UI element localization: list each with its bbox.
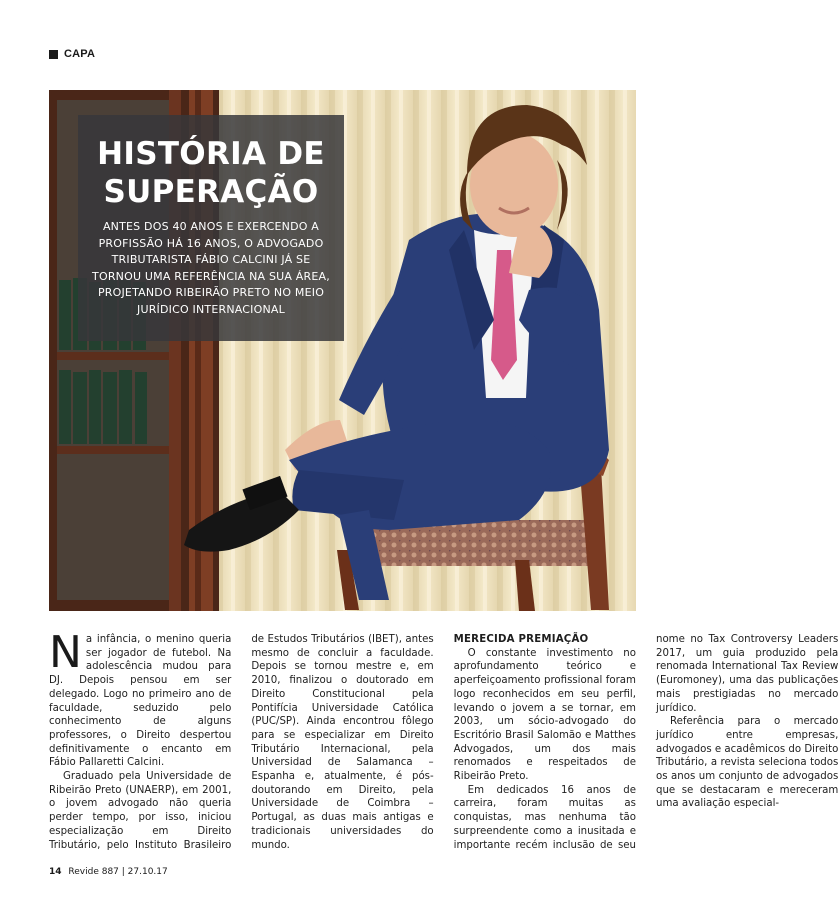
paragraph-reference: Referência para o mercado jurídico entre empresas, advogados e acadêmicos do Direito Tributário, a revista seleciona todos os anos um conjunto de advogados que se destacaram e mereceram uma avaliação especial-	[655, 716, 838, 810]
headline-line1: HISTÓRIA DE	[97, 136, 325, 172]
drop-cap: N	[49, 627, 82, 678]
article-body	[49, 627, 838, 859]
paragraph-recognition: O constante investimento no aprofundamento teórico e aperfeiçoamento profissional foram logo reconhecidos em seu perfil, levando o jovem a se tornar, em 2003, um sócio-advogado do Escritório Brasil Salomão e Matthes Advogados, um dos mais renomados e respeitados de Ribeirão Preto.	[453, 647, 636, 783]
paragraph-education: Graduado pela Universidade de Ribeirão Preto (UNAERP), em 2001, o jovem advogado não queria perder tempo, por isso, iniciou especialização em Direito Tributário, pelo Instituto Brasileiro de Estudos Tributários (IBET), antes mesmo de concluir a faculdade. Depois se tornou mestre e, em 2010, finalizou o doutorado em Direito Constitucional pela Pontifícia Universidade Católica (PUC/SP). Ainda encontrou fôlego para se especializar em Direito Tributário Internacional, pela Universidad de Salamanca – Espanha e, atualmente, é pós-doutorando em Direito, pela Universidade de Coimbra – Portugal, as duas mais antigas e tradicionais universidades do mundo.	[49, 634, 434, 851]
paragraph-intro-text: a infância, o menino queria ser jogador de futebol. Na adolescência mudou para DJ. Depois pensou em ser delegado. Logo no primeiro ano de faculdade, seduzido pelo conhecimento de alguns professores, o Direito despertou definitivamente o encanto em Fábio Pallaretti Calcini.	[49, 634, 232, 769]
publication-info: Revide 887 | 27.10.17	[68, 867, 168, 877]
page-footer	[49, 867, 168, 877]
paragraph-achievements: Em dedicados 16 anos de carreira, foram muitas as conquistas, mas nenhuma tão surpreendente como a inusitada e importante recém inclusão de seu nome no Tax Controversy Leaders 2017, um guia produzido pela renomada International Tax Review (Euromoney), uma das publicações mais prestigiadas no mercado jurídico.	[453, 634, 838, 851]
title-overlay	[78, 115, 344, 341]
deck-subtitle: ANTES DOS 40 ANOS E EXERCENDO A PROFISSÃO HÁ 16 ANOS, O ADVOGADO TRIBUTARISTA FÁBIO CALCINI JÁ SE TORNOU UMA REFERÊNCIA NA SUA ÁREA, PROJETANDO RIBEIRÃO PRETO NO MEIO JURÍDICO INTERNACIONAL	[92, 220, 330, 316]
section-label-text: CAPA	[64, 48, 96, 60]
headline-line2: SUPERAÇÃO	[103, 174, 319, 210]
paragraph-intro	[49, 627, 232, 770]
hero-photo	[49, 90, 636, 611]
headline	[88, 135, 334, 211]
section-label	[49, 46, 95, 62]
page-number: 14	[49, 867, 62, 877]
subheading: MERECIDA PREMIAÇÃO	[453, 634, 589, 645]
section-square-icon	[49, 50, 58, 59]
